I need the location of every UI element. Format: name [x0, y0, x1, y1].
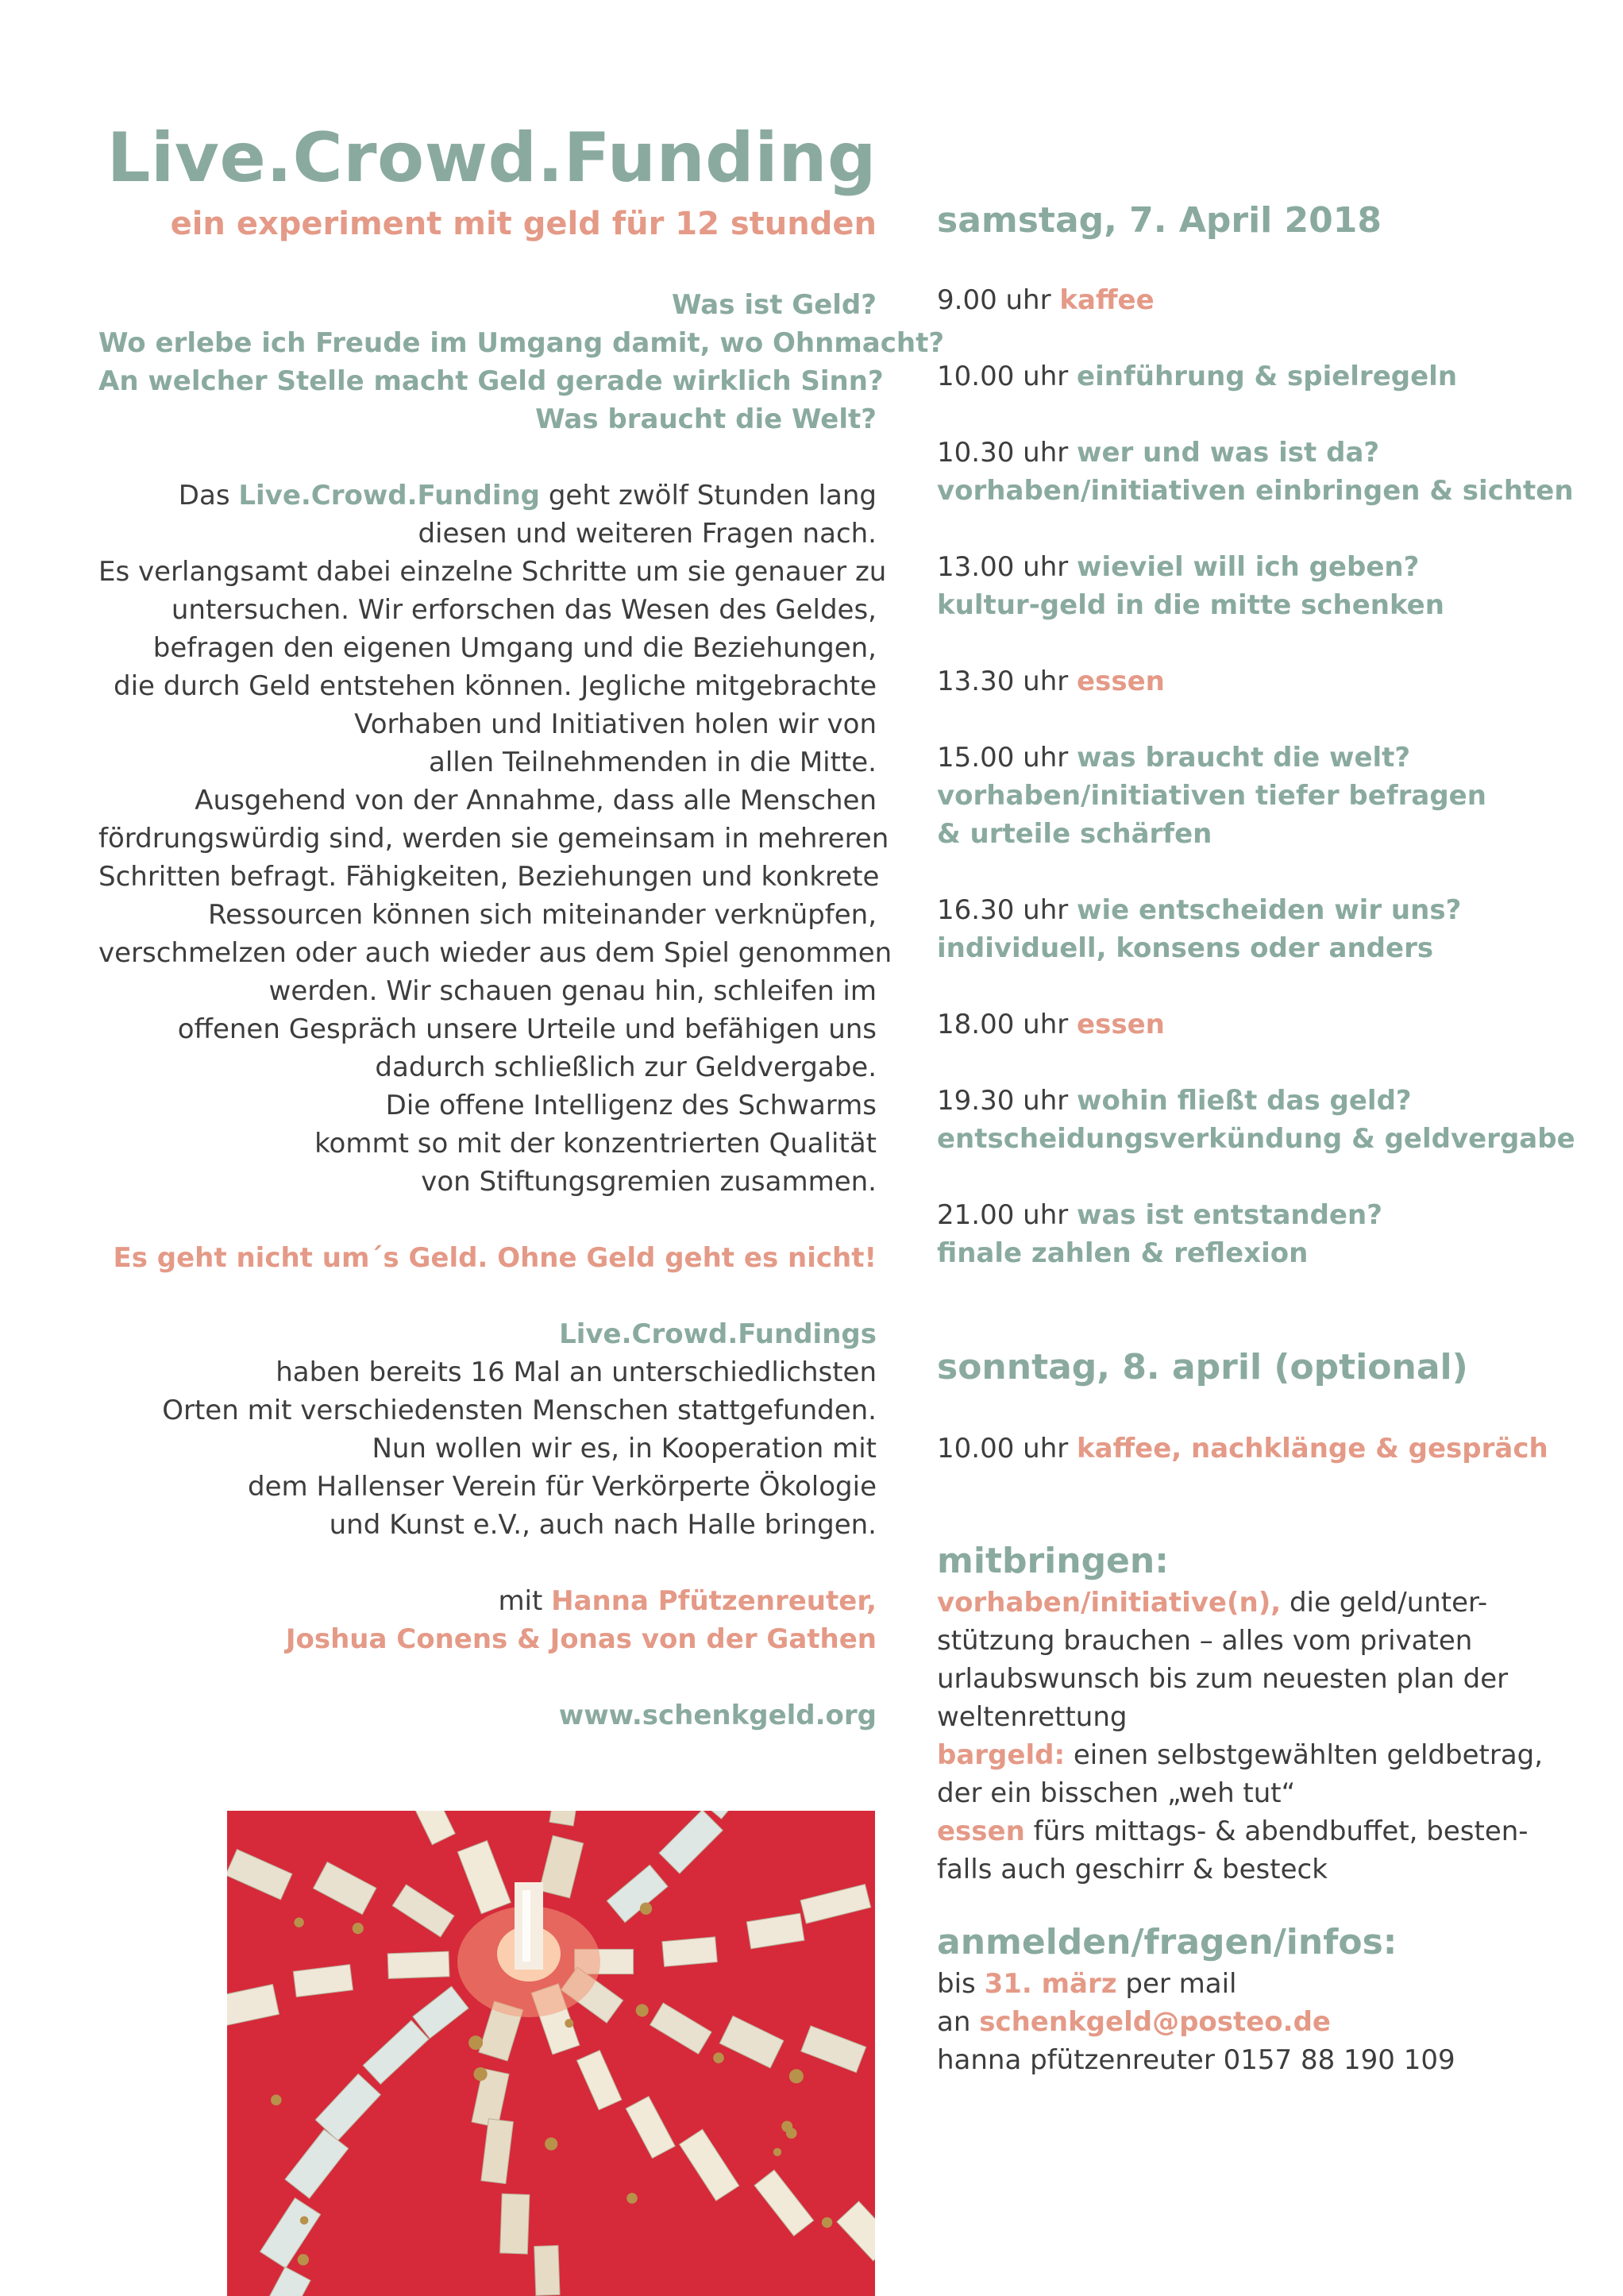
contact-email-link[interactable]: schenkgeld@posteo.de: [979, 2006, 1331, 2038]
bring-item-line: weltenrettung: [937, 1701, 1128, 1733]
schedule-item: [937, 434, 1574, 510]
schedule-time: 10.30 uhr: [937, 437, 1078, 469]
contact-section: [937, 1920, 1604, 2079]
coin-icon: [565, 2019, 573, 2028]
coin-icon: [468, 2036, 483, 2050]
bring-item-line: urlaubswunsch bis zum neuesten plan der: [937, 1663, 1509, 1695]
intro-highlight: Live.Crowd.Funding: [238, 480, 541, 511]
intro-line: die durch Geld entstehen können. Jegliche mitgebrachte: [114, 670, 877, 702]
coin-icon: [545, 2137, 557, 2150]
schedule-detail: finale zahlen & reflexion: [937, 1237, 1309, 1269]
schedule-item: [937, 1005, 1165, 1044]
schedule-item: [937, 548, 1444, 624]
schedule-title: kaffee: [1059, 284, 1155, 316]
coin-icon: [789, 2069, 804, 2083]
coin-icon: [626, 2193, 638, 2204]
intro-line: diesen und weiteren Fragen nach.: [418, 518, 877, 550]
schedule-time: 21.00 uhr: [937, 1199, 1078, 1231]
schedule-detail: vorhaben/initiativen einbringen & sichten: [937, 475, 1574, 507]
schedule-title: was braucht die welt?: [1077, 742, 1411, 774]
schedule-time: 9.00 uhr: [937, 284, 1060, 316]
coin-icon: [713, 2052, 724, 2063]
money-photo-illustration: [227, 1811, 875, 2296]
question-line: Wo erlebe ich Freude im Umgang damit, wo Ohnmacht?: [98, 327, 945, 359]
schedule-title: essen: [1077, 1009, 1165, 1040]
banknote-icon: [387, 1951, 449, 1978]
history-heading: Live.Crowd.Fundings: [559, 1318, 877, 1350]
contact-phone: hanna pfützenreuter 0157 88 190 109: [937, 2044, 1455, 2076]
intro-paragraph: [98, 477, 892, 1201]
schedule-time: 13.30 uhr: [937, 666, 1078, 697]
schedule-time: 19.30 uhr: [937, 1085, 1078, 1117]
history-line: und Kunst e.V., auch nach Halle bringen.: [329, 1509, 877, 1541]
team-line-2: Joshua Conens & Jonas von der Gathen: [285, 1623, 877, 1655]
schedule-detail: vorhaben/initiativen tiefer befragen: [937, 780, 1486, 812]
schedule-title: wer und was ist da?: [1077, 437, 1380, 469]
bring-heading: mitbringen:: [937, 1541, 1169, 1581]
coin-icon: [822, 2217, 832, 2228]
team-line-1: [98, 1582, 877, 1620]
intro-line: dadurch schließlich zur Geldvergabe.: [375, 1052, 877, 1083]
intro-line: Schritten befragt. Fähigkeiten, Beziehungen und konkrete: [98, 861, 880, 893]
coin-icon: [640, 1903, 652, 1915]
team-name-1: Hanna Pfützenreuter,: [551, 1585, 877, 1617]
intro-line: Ausgehend von der Annahme, dass alle Menschen: [195, 785, 877, 816]
history-line: Orten mit verschiedensten Menschen stattgefunden.: [162, 1395, 877, 1426]
bring-item-line: stützung brauchen – alles vom privaten: [937, 1625, 1473, 1657]
bring-item-text: fürs mittags- & abendbuffet, besten-: [1024, 1816, 1529, 1847]
banknote-icon: [534, 2245, 560, 2295]
history-line: haben bereits 16 Mal an unterschiedlichsten: [276, 1356, 877, 1388]
page-subtitle: ein experiment mit geld für 12 stunden: [170, 206, 877, 242]
schedule-item: [937, 1082, 1575, 1158]
intro-first-line: [98, 477, 877, 515]
intro-line: befragen den eigenen Umgang und die Beziehungen,: [152, 632, 877, 664]
intro-line: untersuchen. Wir erforschen das Wesen des Geldes,: [171, 594, 877, 626]
contact-deadline-prefix: bis: [937, 1968, 985, 2000]
schedule-detail: individuell, konsens oder anders: [937, 932, 1434, 964]
day2-heading: sonntag, 8. april (optional): [937, 1347, 1468, 1387]
question-line: Was ist Geld?: [672, 289, 877, 321]
schedule-time: 10.00 uhr: [937, 361, 1078, 392]
intro-line: kommt so mit der konzentrierten Qualität: [314, 1128, 877, 1160]
schedule-time: 15.00 uhr: [937, 742, 1078, 774]
schedule-item: [937, 1430, 1548, 1468]
history-block: [98, 1315, 877, 1544]
coin-icon: [636, 2004, 649, 2016]
banknote-icon: [500, 2194, 530, 2254]
contact-deadline-suffix: per mail: [1116, 1968, 1237, 2000]
schedule-time: 10.00 uhr: [937, 1433, 1078, 1464]
intro-line: allen Teilnehmenden in die Mitte.: [429, 747, 877, 778]
question-line: An welcher Stelle macht Geld gerade wirklich Sinn?: [98, 365, 884, 397]
questions-block: [98, 286, 945, 438]
intro-line: Es verlangsamt dabei einzelne Schritte um sie genauer zu: [98, 556, 887, 588]
intro-suffix: geht zwölf Stunden lang: [540, 480, 877, 511]
intro-prefix: Das: [178, 480, 239, 511]
coin-icon: [294, 1917, 303, 1927]
schedule-item: [937, 739, 1486, 853]
team-prefix: mit: [498, 1585, 552, 1617]
schedule-item: [937, 891, 1461, 967]
schedule-detail: entscheidungsverkündung & geldvergabe: [937, 1123, 1575, 1155]
history-line: Nun wollen wir es, in Kooperation mit: [372, 1433, 877, 1464]
slogan-text: Es geht nicht um´s Geld. Ohne Geld geht es nicht!: [113, 1242, 877, 1274]
schedule-title: kaffee, nachklänge & gespräch: [1077, 1433, 1548, 1464]
bring-item-label: bargeld:: [937, 1739, 1066, 1771]
contact-email-prefix: an: [937, 2006, 980, 2038]
day1-heading: samstag, 7. April 2018: [937, 200, 1382, 241]
schedule-title: was ist entstanden?: [1077, 1199, 1382, 1231]
banknote-icon: [662, 1937, 718, 1966]
question-line: Was braucht die Welt?: [535, 403, 877, 435]
schedule-title: wieviel will ich geben?: [1077, 551, 1420, 583]
coin-icon: [773, 2148, 781, 2156]
intro-line: von Stiftungsgremien zusammen.: [421, 1166, 877, 1198]
history-line: dem Hallenser Verein für Verkörperte Ökologie: [248, 1471, 877, 1503]
slogan: [98, 1239, 877, 1277]
schedule-title: wie entscheiden wir uns?: [1077, 894, 1462, 926]
schedule-time: 16.30 uhr: [937, 894, 1078, 926]
schedule-title: wohin fließt das geld?: [1077, 1085, 1412, 1117]
coin-icon: [271, 2094, 282, 2105]
schedule-title: einführung & spielregeln: [1077, 361, 1458, 392]
bring-item-label: essen: [937, 1816, 1025, 1847]
coin-icon: [786, 2128, 797, 2139]
schedule-time: 13.00 uhr: [937, 551, 1078, 583]
bring-item-text: die geld/unter-: [1281, 1587, 1488, 1619]
schedule-time: 18.00 uhr: [937, 1009, 1078, 1040]
schedule-detail: kultur-geld in die mitte schenken: [937, 589, 1444, 621]
team-block: [98, 1582, 877, 1658]
bring-item-line: der ein bisschen „weh tut“: [937, 1777, 1296, 1809]
intro-line: fördrungswürdig sind, werden sie gemeinsam in mehreren: [98, 823, 889, 855]
schedule-item: [937, 1196, 1382, 1272]
intro-line: Ressourcen können sich miteinander verknüpfen,: [208, 899, 877, 931]
bring-item-text: einen selbstgewählten geldbetrag,: [1065, 1739, 1544, 1771]
page-title: Live.Crowd.Funding: [106, 118, 877, 198]
bring-section: [937, 1539, 1604, 1889]
intro-line: offenen Gespräch unsere Urteile und befähigen uns: [177, 1013, 877, 1045]
money-photo: [227, 1811, 875, 2296]
website-block: [98, 1696, 877, 1735]
coin-icon: [298, 2254, 309, 2265]
contact-deadline: 31. märz: [984, 1968, 1117, 2000]
coin-icon: [474, 2067, 488, 2081]
schedule-item: [937, 281, 1155, 319]
intro-line: verschmelzen oder auch wieder aus dem Spiel genommen: [98, 937, 892, 969]
contact-heading: anmelden/fragen/infos:: [937, 1922, 1397, 1962]
intro-line: werden. Wir schauen genau hin, schleifen im: [268, 975, 877, 1007]
schedule-detail: & urteile schärfen: [937, 818, 1212, 850]
schedule-item: [937, 357, 1457, 396]
coin-icon: [353, 1923, 364, 1934]
intro-line: Die offene Intelligenz des Schwarms: [385, 1090, 877, 1121]
coin-icon: [300, 2217, 309, 2225]
bring-item-line: falls auch geschirr & besteck: [937, 1854, 1328, 1885]
bring-item-label: vorhaben/initiative(n),: [937, 1587, 1282, 1619]
schedule-item: [937, 662, 1165, 700]
schedule-title: essen: [1077, 666, 1165, 697]
intro-line: Vorhaben und Initiativen holen wir von: [354, 708, 877, 740]
website-link[interactable]: www.schenkgeld.org: [558, 1700, 877, 1731]
